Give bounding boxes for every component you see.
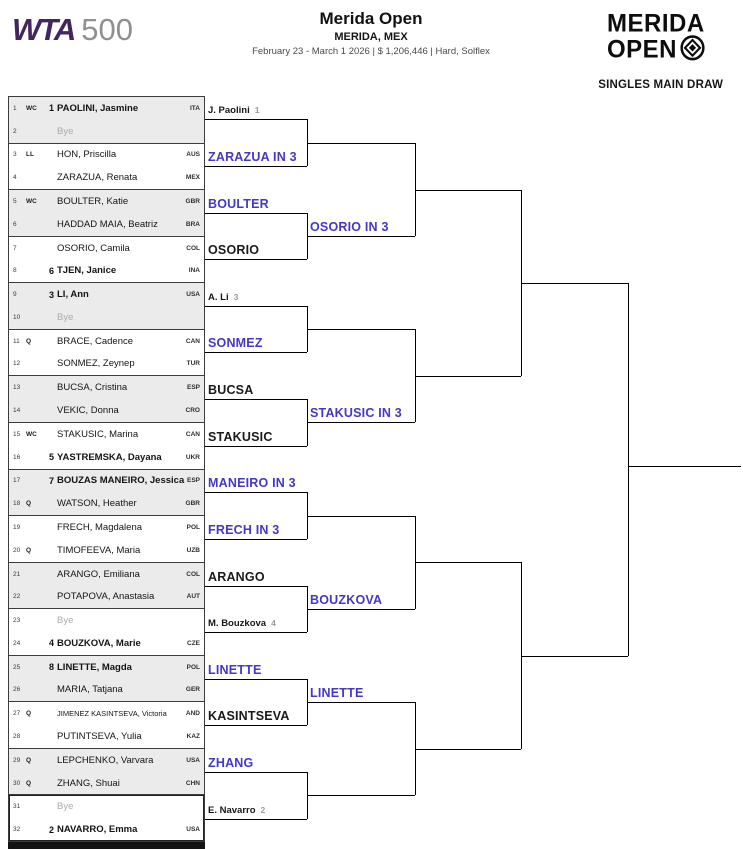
- draw-row: [9, 399, 204, 422]
- wta-wordmark: WTA: [12, 12, 75, 47]
- row-number: 12: [13, 360, 21, 368]
- draw-row: [9, 702, 204, 725]
- entry-type: Q: [26, 546, 32, 554]
- draw-row: [9, 237, 204, 260]
- bracket-line-h: [205, 586, 307, 587]
- country-code: BRA: [185, 220, 200, 228]
- bracket-line-h: [205, 259, 307, 260]
- row-number: 19: [13, 523, 21, 531]
- match-pick-label: SONMEZ: [208, 336, 263, 350]
- seed-number: 5: [48, 452, 54, 463]
- country-code: AUT: [186, 593, 200, 601]
- bracket-line-h: [415, 190, 521, 191]
- bracket-line-h: [205, 492, 307, 493]
- bracket-line-h: [205, 119, 307, 120]
- draw-row: [9, 795, 204, 818]
- draw-row: [9, 166, 204, 189]
- row-number: 20: [13, 546, 21, 554]
- player-name: HADDAD MAIA, Beatriz: [57, 218, 158, 230]
- draw-row: [9, 772, 204, 795]
- bracket-line-v: [307, 492, 308, 539]
- entry-type: WC: [26, 198, 37, 206]
- match-group: [9, 237, 204, 284]
- match-pick-label: ARANGO: [208, 570, 265, 584]
- draw-row: [9, 470, 204, 493]
- row-number: 6: [13, 220, 17, 228]
- bracket-line-h: [415, 749, 521, 750]
- draw-row: [9, 190, 204, 213]
- merida-open-logo-line1: MERIDA: [607, 9, 705, 38]
- country-code: COL: [186, 244, 200, 252]
- player-name: FRECH, Magdalena: [57, 521, 143, 533]
- match-pick-label: STAKUSIC: [208, 430, 273, 444]
- draw-row: [9, 656, 204, 679]
- bracket-line-v: [415, 702, 416, 795]
- bracket-line-h: [205, 632, 307, 633]
- player-name: PUTINTSEVA, Yulia: [57, 730, 142, 742]
- bracket-line-v: [307, 119, 308, 166]
- bracket-line-h: [628, 466, 741, 467]
- entry-type: Q: [26, 779, 32, 787]
- match-pick-label: STAKUSIC IN 3: [310, 406, 402, 420]
- bracket-line-v: [307, 213, 308, 259]
- seed-number: 7: [48, 475, 54, 486]
- diamond-target-icon: [680, 35, 705, 64]
- row-number: 3: [13, 151, 17, 159]
- country-code: AND: [185, 710, 200, 718]
- row-number: 26: [13, 686, 21, 694]
- row-number: 27: [13, 710, 21, 718]
- country-code: CRO: [185, 407, 200, 415]
- bracket-line-h: [307, 516, 415, 517]
- row-number: 31: [13, 803, 21, 811]
- bracket-line-v: [415, 329, 416, 422]
- bracket-line-h: [205, 539, 307, 540]
- bracket-line-v: [628, 283, 629, 656]
- row-number: 29: [13, 756, 21, 764]
- match-group: [9, 795, 204, 841]
- seed-number: 1: [48, 103, 54, 114]
- player-name: STAKUSIC, Marina: [57, 428, 139, 440]
- row-number: 9: [13, 291, 17, 299]
- player-name: LINETTE, Magda: [57, 661, 132, 673]
- row-number: 22: [13, 593, 21, 601]
- country-code: USA: [186, 826, 200, 834]
- seed-number: 4: [48, 638, 54, 649]
- player-name: SONMEZ, Zeynep: [57, 358, 135, 370]
- singles-main-draw-label: SINGLES MAIN DRAW: [598, 79, 723, 91]
- country-code: ESP: [186, 477, 200, 485]
- match-group: [9, 144, 204, 191]
- bracket-line-h: [415, 562, 521, 563]
- bracket-line-v: [307, 679, 308, 725]
- bye-label: Bye: [57, 615, 74, 627]
- row-number: 5: [13, 198, 17, 206]
- row-number: 8: [13, 267, 17, 275]
- bracket-line-h: [307, 702, 415, 703]
- match-group: [9, 702, 204, 749]
- player-name: HON, Priscilla: [57, 149, 117, 161]
- country-code: GER: [185, 686, 200, 694]
- match-pick-label: MANEIRO IN 3: [208, 476, 296, 490]
- match-group: [9, 470, 204, 517]
- row-number: 1: [13, 104, 17, 112]
- draw-row: [9, 632, 204, 655]
- draw-row: [9, 539, 204, 562]
- row-number: 18: [13, 500, 21, 508]
- advanced-player-label: A. Li 3: [208, 292, 239, 303]
- row-number: 11: [13, 337, 20, 345]
- match-group: [9, 609, 204, 656]
- country-code: ITA: [190, 104, 200, 112]
- match-group: [9, 423, 204, 470]
- match-pick-label: ZHANG: [208, 756, 254, 770]
- row-number: 16: [13, 453, 21, 461]
- player-name: YASTREMSKA, Dayana: [57, 451, 162, 463]
- bracket-line-h: [205, 166, 307, 167]
- row-number: 15: [13, 430, 21, 438]
- player-name: TJEN, Janice: [57, 265, 117, 277]
- draw-row: [9, 563, 204, 586]
- player-name: WATSON, Heather: [57, 498, 137, 510]
- advanced-player-seed: 1: [254, 105, 260, 115]
- draw-row: [9, 516, 204, 539]
- row-number: 14: [13, 407, 21, 415]
- bracket-line-v: [415, 143, 416, 236]
- match-group: [9, 330, 204, 377]
- draw-row: [9, 818, 204, 841]
- draw-row: [9, 97, 204, 120]
- advanced-player-label: M. Bouzkova 4: [208, 618, 276, 629]
- row-number: 30: [13, 779, 21, 787]
- bracket-line-h: [205, 819, 307, 820]
- country-code: USA: [186, 756, 200, 764]
- bracket-line-h: [307, 236, 415, 237]
- draw-row: [9, 446, 204, 469]
- country-code: UKR: [185, 453, 200, 461]
- row-number: 4: [13, 174, 17, 182]
- seed-number: 2: [48, 824, 54, 835]
- player-name: NAVARRO, Emma: [57, 824, 138, 836]
- row-number: 28: [13, 732, 21, 740]
- entry-type: Q: [26, 337, 32, 345]
- bracket-line-h: [205, 679, 307, 680]
- player-name: BOULTER, Katie: [57, 196, 129, 208]
- match-pick-label: LINETTE: [208, 663, 262, 677]
- row-number: 23: [13, 617, 21, 625]
- match-pick-label: KASINTSEVA: [208, 709, 290, 723]
- draw-row: [9, 585, 204, 608]
- draw-row: [9, 492, 204, 515]
- tournament-location: MERIDA, MEX: [334, 31, 408, 43]
- player-name: ZHANG, Shuai: [57, 777, 120, 789]
- match-pick-label: FRECH IN 3: [208, 523, 280, 537]
- advanced-player-seed: 4: [271, 618, 276, 628]
- country-code: ESP: [186, 384, 200, 392]
- match-pick-label: BUCSA: [208, 383, 254, 397]
- draw-row: [9, 749, 204, 772]
- table-bottom-bar: [8, 842, 205, 849]
- match-group: [9, 656, 204, 703]
- draw-row: [9, 725, 204, 748]
- player-name: OSORIO, Camila: [57, 242, 130, 254]
- country-code: CAN: [185, 337, 200, 345]
- player-name: BUCSA, Cristina: [57, 382, 128, 394]
- row-number: 21: [13, 570, 21, 578]
- match-group: [9, 376, 204, 423]
- player-name: ZARAZUA, Renata: [57, 172, 138, 184]
- bracket-line-h: [205, 772, 307, 773]
- draw-row: [9, 259, 204, 282]
- wta-tier-label: 500: [81, 12, 134, 47]
- player-name: LEPCHENKO, Varvara: [57, 754, 154, 766]
- bracket-line-v: [521, 190, 522, 376]
- player-name: BRACE, Cadence: [57, 335, 134, 347]
- match-pick-label: BOUZKOVA: [310, 593, 383, 607]
- advanced-player-seed: 3: [233, 292, 239, 302]
- row-number: 13: [13, 384, 21, 392]
- match-pick-label: BOULTER: [208, 197, 269, 211]
- bracket-line-h: [205, 725, 307, 726]
- draw-row: [9, 330, 204, 353]
- player-name: VEKIC, Donna: [57, 405, 119, 417]
- bracket-line-h: [205, 306, 307, 307]
- bracket-line-h: [415, 376, 521, 377]
- entry-type: Q: [26, 710, 32, 718]
- bracket-line-v: [415, 516, 416, 609]
- advanced-player-label: E. Navarro 2: [208, 805, 266, 816]
- country-code: AUS: [186, 151, 200, 159]
- entry-type: LL: [26, 151, 34, 159]
- bracket-line-h: [521, 656, 628, 657]
- match-pick-label: OSORIO: [208, 243, 260, 257]
- bracket-line-v: [307, 586, 308, 632]
- draw-entry-table: [8, 96, 205, 842]
- bracket-line-h: [521, 283, 628, 284]
- bye-label: Bye: [57, 801, 74, 813]
- player-name: POTAPOVA, Anastasia: [57, 591, 155, 603]
- draw-row: [9, 423, 204, 446]
- draw-row: [9, 679, 204, 702]
- player-name: JIMENEZ KASINTSEVA, Victoria: [57, 709, 167, 719]
- row-number: 25: [13, 663, 21, 671]
- merida-open-logo-line2: OPEN: [607, 35, 678, 64]
- advanced-player-label: J. Paolini 1: [208, 105, 260, 116]
- country-code: CAN: [185, 430, 200, 438]
- bracket-line-h: [205, 446, 307, 447]
- player-name: PAOLINI, Jasmine: [57, 102, 139, 114]
- match-group: [9, 516, 204, 563]
- bracket-line-v: [521, 562, 522, 749]
- row-number: 32: [13, 826, 21, 834]
- draw-row: [9, 283, 204, 306]
- tournament-title: Merida Open: [319, 9, 423, 28]
- row-number: 24: [13, 639, 21, 647]
- draw-row: [9, 306, 204, 329]
- draw-row: [9, 376, 204, 399]
- match-group: [9, 283, 204, 330]
- bye-label: Bye: [57, 125, 74, 137]
- player-name: TIMOFEEVA, Maria: [57, 544, 141, 556]
- match-pick-label: OSORIO IN 3: [310, 220, 389, 234]
- draw-row: [9, 120, 204, 143]
- draw-row: [9, 144, 204, 167]
- seed-number: 8: [48, 662, 54, 673]
- bracket-line-h: [307, 143, 415, 144]
- country-code: CHN: [185, 779, 200, 787]
- bracket-line-h: [205, 352, 307, 353]
- bracket-line-v: [307, 306, 308, 352]
- seed-number: 3: [48, 289, 54, 300]
- tournament-details: February 23 - March 1 2026 | $ 1,206,446 | Hard, Solflex: [252, 46, 490, 57]
- entry-type: WC: [26, 430, 37, 438]
- row-number: 2: [13, 127, 17, 135]
- country-code: GBR: [185, 500, 200, 508]
- row-number: 17: [13, 477, 21, 485]
- bracket-line-v: [307, 399, 308, 446]
- player-name: BOUZKOVA, Marie: [57, 637, 141, 649]
- match-group: [9, 749, 204, 796]
- entry-type: Q: [26, 500, 32, 508]
- country-code: GBR: [185, 198, 200, 206]
- player-name: BOUZAS MANEIRO, Jessica: [57, 475, 185, 487]
- country-code: POL: [186, 663, 200, 671]
- country-code: POL: [186, 523, 200, 531]
- match-group: [9, 97, 204, 144]
- player-name: ARANGO, Emiliana: [57, 568, 140, 580]
- tournament-header: [211, 9, 531, 57]
- row-number: 7: [13, 244, 17, 252]
- country-code: CZE: [187, 639, 200, 647]
- country-code: UZB: [186, 546, 200, 554]
- bracket-line-h: [307, 609, 415, 610]
- bracket-line-h: [205, 399, 307, 400]
- bracket-line-h: [307, 422, 415, 423]
- match-pick-label: LINETTE: [310, 686, 364, 700]
- draw-row: [9, 213, 204, 236]
- entry-type: WC: [26, 104, 37, 112]
- advanced-player-seed: 2: [260, 805, 266, 815]
- bracket-line-h: [307, 795, 415, 796]
- country-code: MEX: [185, 174, 200, 182]
- draw-row: [9, 353, 204, 376]
- draw-row: [9, 609, 204, 632]
- player-name: LI, Ann: [57, 289, 89, 301]
- bye-label: Bye: [57, 311, 74, 323]
- bracket-line-v: [307, 772, 308, 819]
- country-code: TUR: [186, 360, 200, 368]
- country-code: INA: [188, 267, 200, 275]
- country-code: COL: [186, 570, 200, 578]
- seed-number: 6: [48, 265, 54, 276]
- country-code: KAZ: [186, 732, 200, 740]
- match-group: [9, 190, 204, 237]
- merida-open-logo: [607, 9, 705, 64]
- wta-500-logo: [12, 12, 133, 48]
- match-pick-label: ZARAZUA IN 3: [208, 150, 297, 164]
- bracket-line-h: [205, 213, 307, 214]
- country-code: USA: [186, 291, 200, 299]
- row-number: 10: [13, 313, 21, 321]
- match-group: [9, 563, 204, 610]
- player-name: MARIA, Tatjana: [57, 684, 123, 696]
- bracket-line-h: [307, 329, 415, 330]
- entry-type: Q: [26, 756, 32, 764]
